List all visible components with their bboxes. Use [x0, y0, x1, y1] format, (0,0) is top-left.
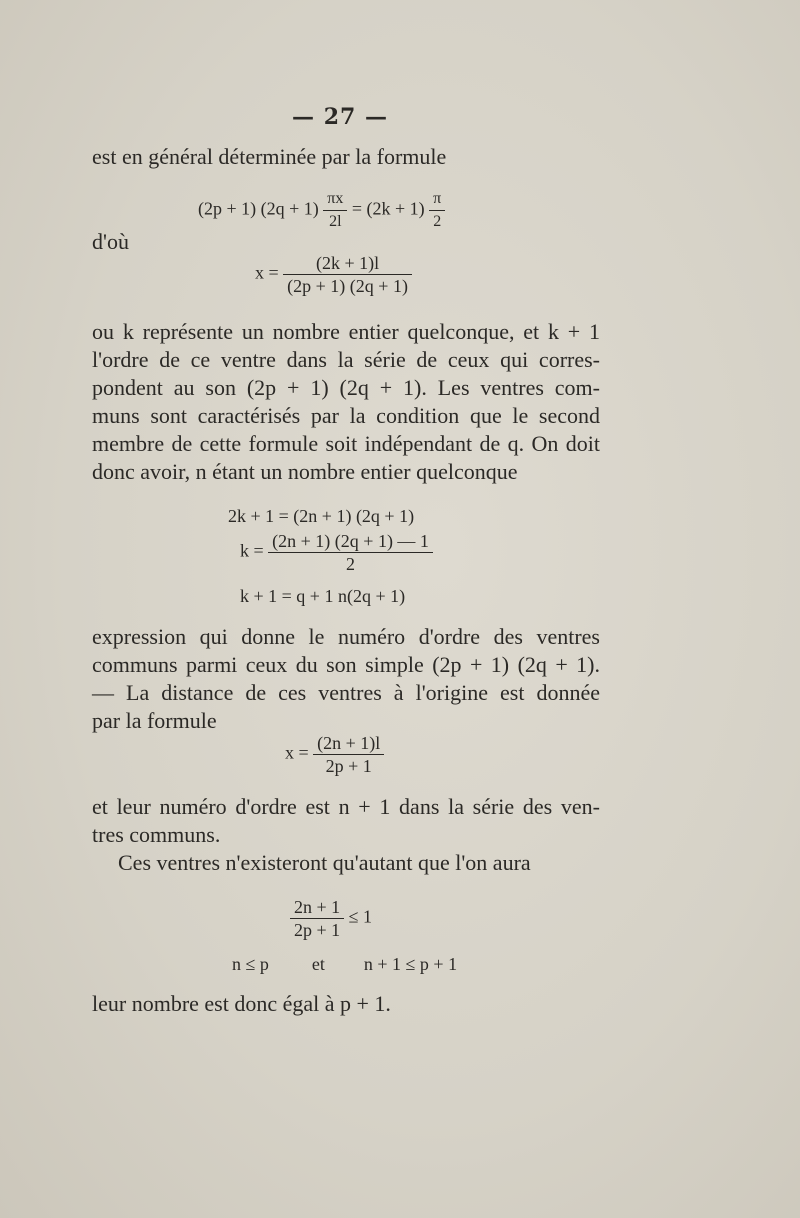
text-line: d'où [92, 229, 129, 254]
equation-1-middle: = (2k + 1) [351, 198, 425, 219]
fraction-numerator: (2n + 1)l [317, 733, 381, 753]
equation-7 [290, 896, 372, 941]
fraction-numerator: πx [327, 190, 344, 207]
fraction-denominator: 2 [429, 210, 445, 233]
fraction-numerator: π [433, 190, 442, 207]
equation-8-b: n + 1 ≤ p + 1 [363, 954, 458, 974]
equation-5: k + 1 = q + 1 n(2q + 1) [240, 586, 406, 606]
fraction-denominator: 2 [268, 552, 433, 575]
equation-6 [285, 732, 384, 777]
equation-2-lhs: x = [255, 262, 279, 283]
text-line: communs parmi ceux du son simple (2p + 1) (2q + 1). [92, 652, 600, 677]
text-line: membre de cette formule soit indépendant de q. On doit [92, 431, 600, 456]
text-line: pondent au son (2p + 1) (2q + 1). Les ventres com- [92, 375, 600, 400]
equation-1-left: (2p + 1) (2q + 1) [198, 198, 319, 219]
equation-6-fraction [313, 732, 384, 777]
fraction-denominator: 2l [323, 210, 347, 233]
fraction-numerator: (2k + 1)l [315, 253, 380, 273]
text-line: ou k représente un nombre entier quelconque, et k + 1 [92, 319, 600, 344]
text-line: par la formule [92, 708, 217, 733]
equation-1-fraction-2 [429, 188, 445, 233]
equation-1 [198, 188, 445, 233]
equation-2 [255, 252, 412, 297]
equation-6-lhs: x = [285, 742, 309, 763]
page-number: — 27 — [292, 104, 388, 130]
equation-7-fraction [290, 896, 344, 941]
equation-4 [240, 530, 433, 575]
equation-8-a: n ≤ p [232, 954, 269, 974]
fraction-denominator: (2p + 1) (2q + 1) [283, 274, 412, 297]
fraction-numerator: (2n + 1) (2q + 1) — 1 [272, 531, 429, 551]
text-line: et leur numéro d'ordre est n + 1 dans la série des ven- [92, 794, 600, 819]
text-line: — La distance de ces ventres à l'origine est donnée [92, 680, 600, 705]
text-line: leur nombre est donc égal à p + 1. [92, 991, 391, 1016]
text-line: donc avoir, n étant un nombre entier quelconque [92, 459, 518, 484]
equation-1-fraction [323, 188, 347, 233]
text-line: tres communs. [92, 822, 221, 847]
equation-2-fraction [283, 252, 412, 297]
fraction-denominator: 2p + 1 [290, 918, 344, 941]
equation-8-et: et [311, 954, 325, 974]
fraction-numerator: 2n + 1 [294, 897, 341, 917]
text-line: l'ordre de ce ventre dans la série de ceux qui corres- [92, 347, 600, 372]
text-line: est en général déterminée par la formule [92, 144, 447, 169]
equation-4-lhs: k = [240, 540, 264, 561]
text-line: Ces ventres n'existeront qu'autant que l'on aura [118, 850, 531, 875]
text-line: muns sont caractérisés par la condition que le second [92, 403, 600, 428]
equation-7-rhs: ≤ 1 [348, 906, 373, 927]
equation-8 [232, 953, 457, 975]
text-line: expression qui donne le numéro d'ordre des ventres [92, 624, 600, 649]
fraction-denominator: 2p + 1 [313, 754, 384, 777]
equation-4-fraction [268, 530, 433, 575]
equation-3: 2k + 1 = (2n + 1) (2q + 1) [228, 506, 415, 526]
